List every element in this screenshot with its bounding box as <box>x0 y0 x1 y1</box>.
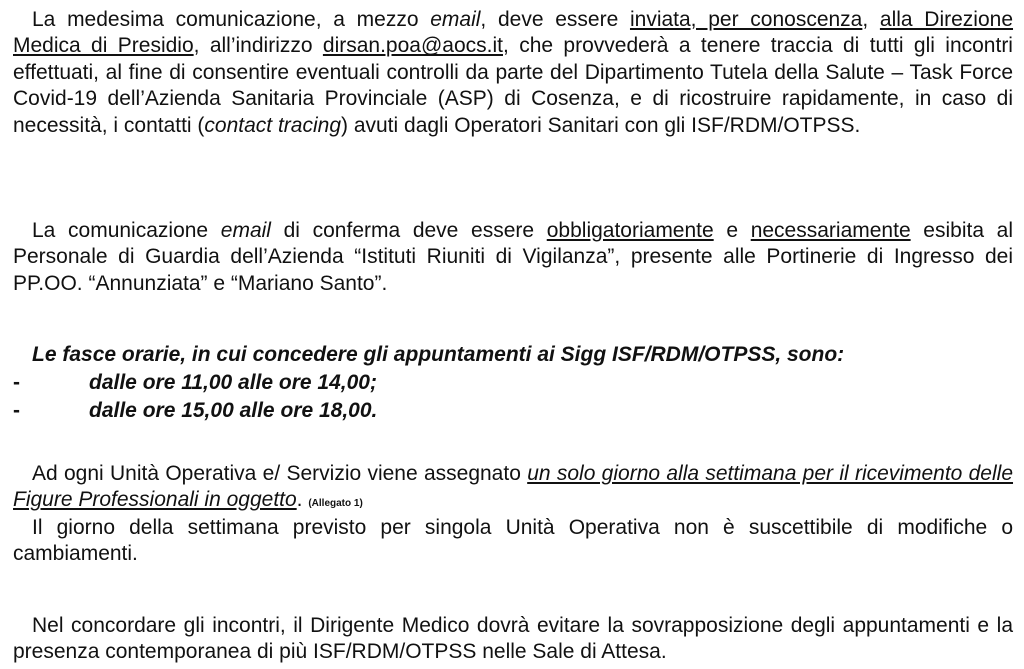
underlined-phrase: necessariamente <box>750 219 911 242</box>
text: , <box>862 8 880 31</box>
time-slots-heading: Le fasce orarie, in cui concedere gli appuntamenti ai Sigg ISF/RDM/OTPSS, sono: <box>32 343 845 366</box>
dash: - <box>13 399 20 422</box>
text: Nel concordare gli incontri, il Dirigente Medico dovrà evitare la sovrapposizione degli appuntamenti e la presenza contemporanea di più ISF/RDM/OTPSS nelle Sale di Attesa. <box>13 614 1013 664</box>
email-address: dirsan.poa@aocs.it <box>322 34 503 58</box>
email-term: email <box>430 8 481 31</box>
text: , che provvederà a tenere traccia di tutti gli incontri effettuati, al fine di consentire eventuali controlli da parte del Dipartimento Tutela della Salute – Task Force Covid-19 dell’Azienda Sanitaria Provinciale (ASP) di Cosenza, e di ricostruire rapidamente, in caso di necessità, i contatti ( <box>13 34 1013 137</box>
text: esibita al Personale di Guardia dell’Azienda “Istituti Riuniti di Vigilanza”, presente alle Portinerie di Ingresso dei PP.OO. “Annunziata” e “Mariano Santo”. <box>13 219 1014 295</box>
time-slot-item <box>13 369 1013 396</box>
paragraph-avoid-overlap <box>13 613 1013 666</box>
text: ) avuti dagli Operatori Sanitari con gli ISF/RDM/OTPSS. <box>341 113 861 137</box>
text: di conferma deve essere <box>270 219 547 242</box>
text: La comunicazione <box>32 219 221 242</box>
paragraph-weekly-day <box>13 461 1013 518</box>
time-slot-item <box>13 397 1013 424</box>
text: . <box>296 488 309 512</box>
text: , all’indirizzo <box>193 34 323 58</box>
text: La medesima comunicazione, a mezzo <box>32 8 431 31</box>
paragraph-email-notification <box>13 7 1013 139</box>
text: , deve essere <box>480 8 630 31</box>
text: Il giorno della settimana previsto per singola Unità Operativa non è suscettibile di modifiche o cambiamenti. <box>13 516 1013 566</box>
paragraph-day-fixed <box>13 515 1013 568</box>
time-slot-text: dalle ore 15,00 alle ore 18,00. <box>89 399 378 422</box>
underlined-phrase: obbligatoriamente <box>546 219 714 242</box>
underlined-phrase: alla Direzione Medica di Presidio <box>13 8 1014 58</box>
underlined-phrase: un solo giorno alla settimana per il ricevimento delle Figure Professionali in oggetto <box>13 462 1014 512</box>
dash: - <box>13 371 20 394</box>
time-slot-text: dalle ore 11,00 alle ore 14,00; <box>89 371 377 394</box>
paragraph-email-confirmation <box>13 218 1013 297</box>
attachment-reference: (Allegato 1) <box>308 498 363 510</box>
underlined-phrase: inviata, per conoscenza <box>629 8 863 31</box>
text: e <box>713 219 751 242</box>
text: Ad ogni Unità Operativa e/ Servizio viene assegnato <box>32 462 528 485</box>
contact-tracing-term: contact tracing <box>204 113 341 137</box>
email-term: email <box>220 219 271 242</box>
